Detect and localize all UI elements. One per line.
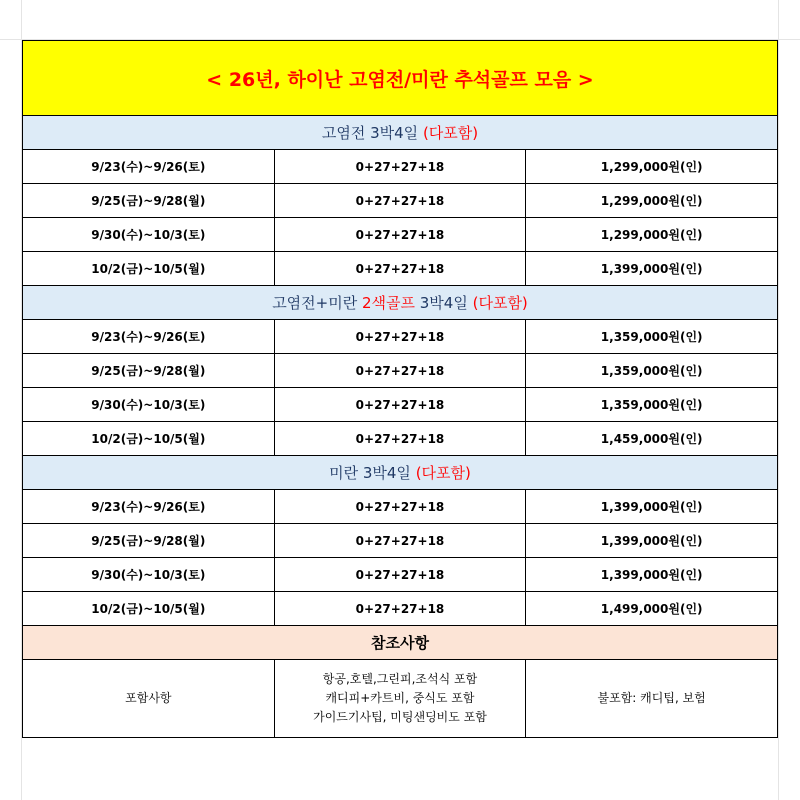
price-cell[interactable]: 1,299,000원(인) — [526, 184, 778, 218]
section-header-row — [23, 116, 778, 150]
price-cell[interactable]: 1,359,000원(인) — [526, 320, 778, 354]
date-range-cell[interactable]: 9/25(금)~9/28(월) — [23, 354, 275, 388]
date-range-cell[interactable]: 9/30(수)~10/3(토) — [23, 558, 275, 592]
table-row — [23, 490, 778, 524]
date-range-cell[interactable]: 9/25(금)~9/28(월) — [23, 184, 275, 218]
section-heading-part: (다포함) — [415, 464, 471, 482]
date-range-cell[interactable]: 9/30(수)~10/3(토) — [23, 218, 275, 252]
rounds-cell[interactable]: 0+27+27+18 — [274, 592, 526, 626]
table-row — [23, 184, 778, 218]
price-cell[interactable]: 1,399,000원(인) — [526, 558, 778, 592]
rounds-cell[interactable]: 0+27+27+18 — [274, 388, 526, 422]
rounds-cell[interactable]: 0+27+27+18 — [274, 218, 526, 252]
section-heading[interactable] — [23, 456, 778, 490]
price-cell[interactable]: 1,299,000원(인) — [526, 150, 778, 184]
date-range-cell[interactable]: 9/23(수)~9/26(토) — [23, 150, 275, 184]
table-row — [23, 354, 778, 388]
date-range-cell[interactable]: 9/30(수)~10/3(토) — [23, 388, 275, 422]
price-cell[interactable]: 1,359,000원(인) — [526, 354, 778, 388]
date-range-cell[interactable]: 10/2(금)~10/5(월) — [23, 422, 275, 456]
table-row — [23, 320, 778, 354]
price-cell[interactable]: 1,459,000원(인) — [526, 422, 778, 456]
rounds-cell[interactable]: 0+27+27+18 — [274, 252, 526, 286]
section-heading-part: 3박4일 — [415, 294, 473, 312]
table-row — [23, 252, 778, 286]
price-cell[interactable]: 1,299,000원(인) — [526, 218, 778, 252]
date-range-cell[interactable]: 9/23(수)~9/26(토) — [23, 320, 275, 354]
section-heading[interactable] — [23, 116, 778, 150]
price-cell[interactable]: 1,399,000원(인) — [526, 524, 778, 558]
page-title[interactable]: < 26년, 하이난 고염전/미란 추석골프 모음 > — [23, 41, 778, 116]
rounds-cell[interactable]: 0+27+27+18 — [274, 422, 526, 456]
table-row — [23, 388, 778, 422]
notes-row — [23, 660, 778, 738]
section-heading-part: 고염전+미란 — [272, 294, 362, 312]
included-item: 가이드기사팁, 미팅샌딩비도 포함 — [313, 710, 487, 724]
notes-header-row — [23, 626, 778, 660]
price-cell[interactable]: 1,399,000원(인) — [526, 252, 778, 286]
rounds-cell[interactable]: 0+27+27+18 — [274, 490, 526, 524]
section-heading-part: (다포함) — [422, 124, 479, 142]
included-item: 캐디피+카트비, 중식도 포함 — [325, 691, 475, 705]
price-cell[interactable]: 1,359,000원(인) — [526, 388, 778, 422]
rounds-cell[interactable]: 0+27+27+18 — [274, 558, 526, 592]
date-range-cell[interactable]: 10/2(금)~10/5(월) — [23, 252, 275, 286]
date-range-cell[interactable]: 10/2(금)~10/5(월) — [23, 592, 275, 626]
date-range-cell[interactable]: 9/25(금)~9/28(월) — [23, 524, 275, 558]
price-cell[interactable]: 1,399,000원(인) — [526, 490, 778, 524]
price-cell[interactable]: 1,499,000원(인) — [526, 592, 778, 626]
section-heading-part: 2색골프 — [361, 294, 415, 312]
sheet-gridline — [778, 0, 779, 800]
section-header-row — [23, 456, 778, 490]
section-header-row — [23, 286, 778, 320]
date-range-cell[interactable]: 9/23(수)~9/26(토) — [23, 490, 275, 524]
rounds-cell[interactable]: 0+27+27+18 — [274, 354, 526, 388]
table-row — [23, 524, 778, 558]
included-items-cell[interactable] — [274, 660, 526, 738]
table-row — [23, 422, 778, 456]
table-row — [23, 218, 778, 252]
rounds-cell[interactable]: 0+27+27+18 — [274, 184, 526, 218]
title-row — [23, 41, 778, 116]
rounds-cell[interactable]: 0+27+27+18 — [274, 150, 526, 184]
section-heading-part: (다포함) — [472, 294, 528, 312]
excluded-items-cell[interactable]: 불포함: 캐디팁, 보험 — [526, 660, 778, 738]
table-row — [23, 150, 778, 184]
notes-heading[interactable]: 참조사항 — [23, 626, 778, 660]
section-heading-part: 고염전 3박4일 — [321, 124, 423, 142]
golf-package-table — [22, 40, 778, 738]
rounds-cell[interactable]: 0+27+27+18 — [274, 320, 526, 354]
section-heading-part: 미란 3박4일 — [329, 464, 416, 482]
table-row — [23, 592, 778, 626]
rounds-cell[interactable]: 0+27+27+18 — [274, 524, 526, 558]
section-heading[interactable] — [23, 286, 778, 320]
included-label-cell[interactable]: 포함사항 — [23, 660, 275, 738]
included-item: 항공,호텔,그린피,조석식 포함 — [322, 672, 478, 686]
table-row — [23, 558, 778, 592]
